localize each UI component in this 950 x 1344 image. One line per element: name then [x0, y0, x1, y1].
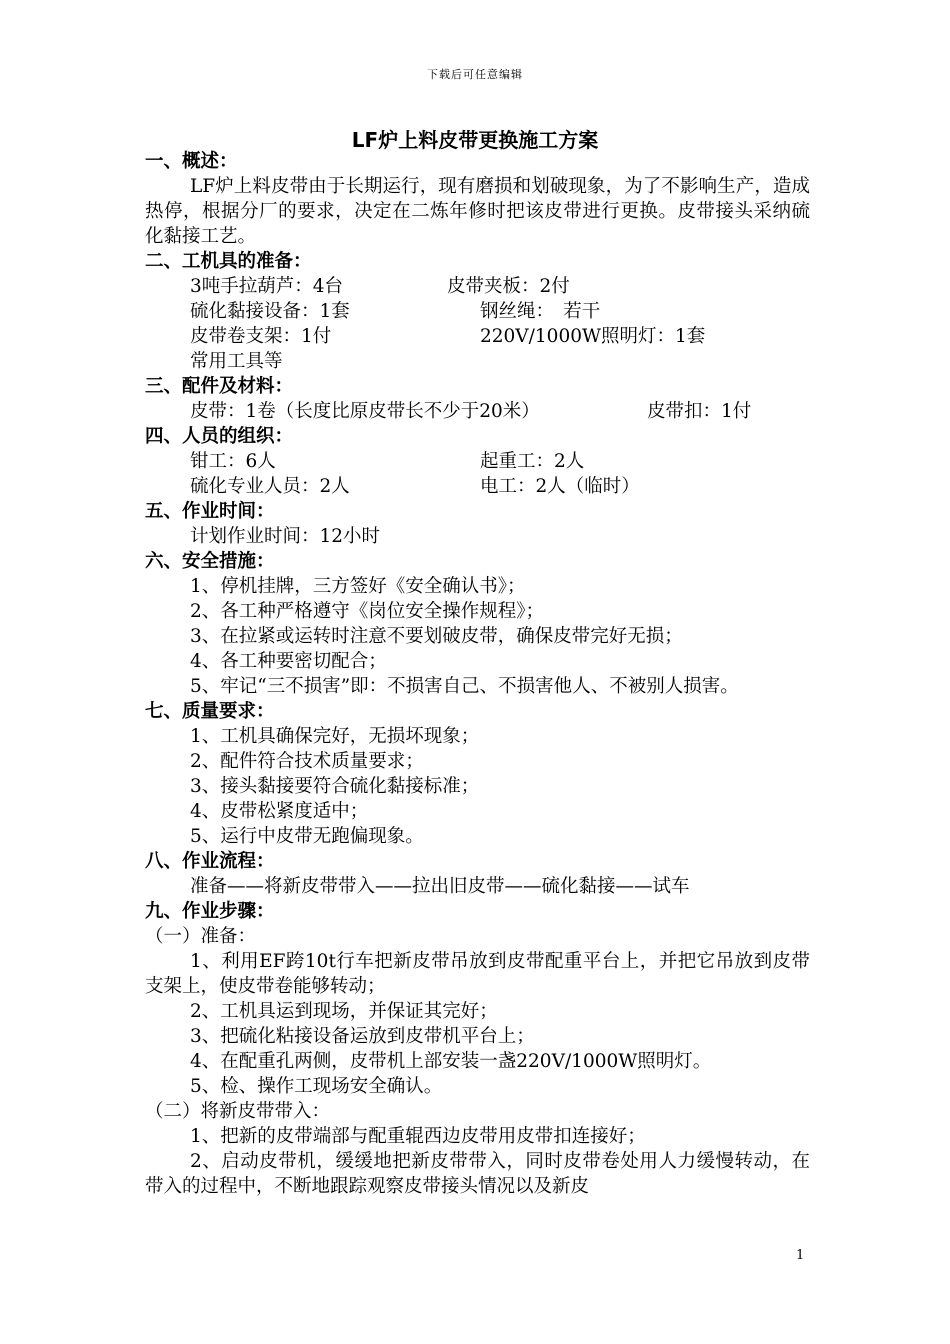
section-heading: 二、工机具的准备： [145, 251, 312, 272]
list-item: 计划作业时间：12小时 [190, 526, 381, 547]
section-heading: 一、概述： [145, 151, 238, 172]
section-heading: 七、质量要求： [145, 701, 275, 722]
tool-item: 220V/1000W照明灯：1套 [480, 326, 706, 347]
list-item: 4、在配重孔两侧，皮带机上部安装一盏220V/1000W照明灯。 [190, 1051, 712, 1072]
header-note: 下载后可任意编辑 [427, 68, 523, 81]
tool-item: 皮带夹板：2付 [447, 276, 570, 297]
document-body [145, 149, 810, 1199]
tool-item: 3吨手拉葫芦：4台 [190, 276, 344, 297]
list-item [145, 324, 810, 349]
list-item: 1、停机挂牌，三方签好《安全确认书》； [190, 576, 526, 597]
list-item: 常用工具等 [190, 351, 283, 372]
list-item: 2、工机具运到现场，并保证其完好； [190, 1001, 498, 1022]
list-item [145, 299, 810, 324]
section-heading: 三、配件及材料： [145, 376, 294, 397]
subsection-heading: （二）将新皮带带入： [145, 1101, 331, 1122]
list-item [145, 474, 810, 499]
list-item: 4、各工种要密切配合； [190, 651, 387, 672]
list-item: 3、在拉紧或运转时注意不要划破皮带，确保皮带完好无损； [190, 626, 683, 647]
section-heading: 九、作业步骤： [145, 901, 275, 922]
section-heading: 四、人员的组织： [145, 426, 294, 447]
staff-item: 硫化专业人员：2人 [190, 476, 350, 497]
list-item: 1、利用EF跨10t行车把新皮带吊放到皮带配重平台上，并把它吊放到皮带支架上，使皮带卷能够转动； [145, 951, 810, 997]
material-item: 皮带扣：1付 [647, 401, 752, 422]
section-heading: 六、安全措施： [145, 551, 275, 572]
section-heading: 八、作业流程： [145, 851, 275, 872]
tool-item: 钢丝绳： 若干 [480, 301, 601, 322]
list-item: 5、运行中皮带无跑偏现象。 [190, 826, 424, 847]
list-item: 4、皮带松紧度适中； [190, 801, 369, 822]
list-item [145, 399, 810, 424]
list-item: 2、配件符合技术质量要求； [190, 751, 424, 772]
list-item [145, 449, 810, 474]
material-item: 皮带：1卷（长度比原皮带长不少于20米） [190, 401, 540, 422]
list-item: 2、启动皮带机，缓缓地把新皮带带入，同时皮带卷处用人力缓慢转动，在带入的过程中，不断地跟踪观察皮带接头情况以及新皮 [145, 1151, 810, 1197]
subsection-heading: （一）准备： [145, 926, 257, 947]
page-number: 1 [796, 1248, 805, 1263]
list-item: 3、把硫化粘接设备运放到皮带机平台上； [190, 1026, 535, 1047]
document-title: LF炉上料皮带更换施工方案 [351, 128, 599, 152]
list-item: 1、工机具确保完好，无损坏现象； [190, 726, 480, 747]
list-item: 2、各工种严格遵守《岗位安全操作规程》； [190, 601, 545, 622]
paragraph: LF炉上料皮带由于长期运行，现有磨损和划破现象，为了不影响生产，造成热停，根据分厂的要求，决定在二炼年修时把该皮带进行更换。皮带接头采纳硫化黏接工艺。 [145, 176, 810, 247]
staff-item: 电工：2人（临时） [480, 476, 640, 497]
list-item: 1、把新的皮带端部与配重辊西边皮带用皮带扣连接好； [190, 1126, 646, 1147]
tool-item: 皮带卷支架：1付 [190, 326, 332, 347]
workflow-line: 准备——将新皮带带入——拉出旧皮带——硫化黏接——试车 [190, 876, 690, 897]
staff-item: 起重工：2人 [480, 451, 585, 472]
list-item: 5、检、操作工现场安全确认。 [190, 1076, 443, 1097]
list-item: 5、牢记“三不损害”即：不损害自己、不损害他人、不被别人损害。 [190, 676, 739, 697]
staff-item: 钳工：6人 [190, 451, 276, 472]
tool-item: 硫化黏接设备：1套 [190, 301, 350, 322]
section-heading: 五、作业时间： [145, 501, 275, 522]
list-item: 3、接头黏接要符合硫化黏接标准； [190, 776, 480, 797]
list-item [145, 274, 810, 299]
